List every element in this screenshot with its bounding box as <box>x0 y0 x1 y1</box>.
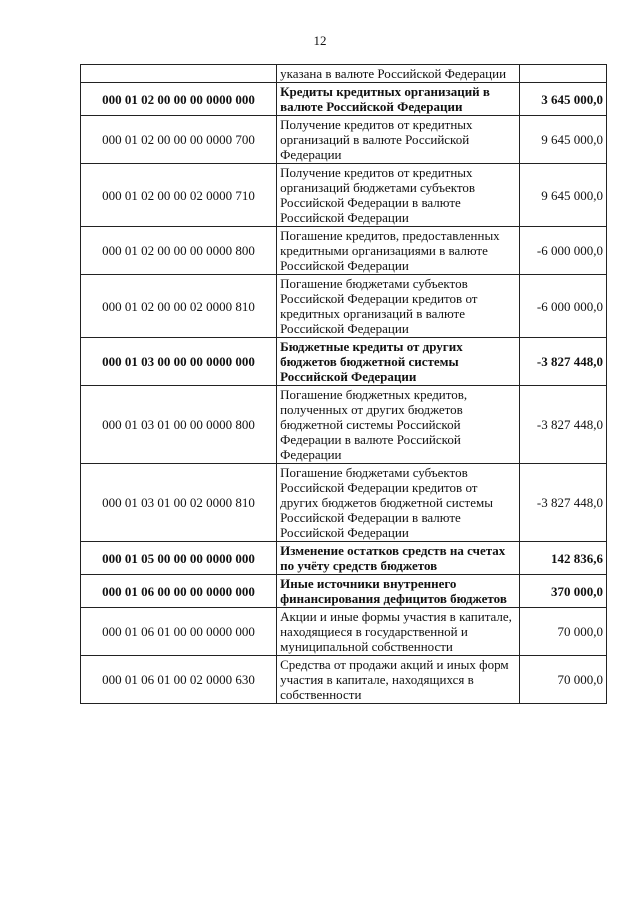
table-row <box>81 608 607 656</box>
row-name: Получение кредитов от кредитных организаций бюджетами субъектов Российской Федерации в валюте Российской Федерации <box>277 164 520 227</box>
row-amount: -6 000 000,0 <box>520 227 607 275</box>
table-row <box>81 542 607 575</box>
table-row <box>81 164 607 227</box>
row-amount: 9 645 000,0 <box>520 116 607 164</box>
row-name: Акции и иные формы участия в капитале, находящиеся в государственной и муниципальной собственности <box>277 608 520 656</box>
row-name: Погашение бюджетами субъектов Российской Федерации кредитов от других бюджетов бюджетной системы Российской Федерации в валюте Российской Федерации <box>277 464 520 542</box>
row-amount <box>520 65 607 83</box>
row-code: 000 01 02 00 00 02 0000 810 <box>81 275 277 338</box>
row-name: Изменение остатков средств на счетах по учёту средств бюджетов <box>277 542 520 575</box>
row-name: указана в валюте Российской Федерации <box>277 65 520 83</box>
row-code: 000 01 05 00 00 00 0000 000 <box>81 542 277 575</box>
budget-sources-table <box>80 64 607 704</box>
row-amount: 142 836,6 <box>520 542 607 575</box>
row-amount: 9 645 000,0 <box>520 164 607 227</box>
row-amount: -3 827 448,0 <box>520 464 607 542</box>
table-row <box>81 464 607 542</box>
row-name: Погашение кредитов, предоставленных кредитными организациями в валюте Российской Федерации <box>277 227 520 275</box>
row-name: Иные источники внутреннего финансирования дефицитов бюджетов <box>277 575 520 608</box>
row-amount: 70 000,0 <box>520 656 607 704</box>
table-row <box>81 575 607 608</box>
row-name: Бюджетные кредиты от других бюджетов бюджетной системы Российской Федерации <box>277 338 520 386</box>
row-name: Кредиты кредитных организаций в валюте Российской Федерации <box>277 83 520 116</box>
row-name: Погашение бюджетами субъектов Российской Федерации кредитов от кредитных организаций в валюте Российской Федерации <box>277 275 520 338</box>
table-row <box>81 275 607 338</box>
table-row <box>81 83 607 116</box>
table-row <box>81 116 607 164</box>
table-row <box>81 386 607 464</box>
row-code: 000 01 02 00 00 00 0000 800 <box>81 227 277 275</box>
row-code: 000 01 03 00 00 00 0000 000 <box>81 338 277 386</box>
row-amount: 370 000,0 <box>520 575 607 608</box>
row-amount: -3 827 448,0 <box>520 338 607 386</box>
row-name: Средства от продажи акций и иных форм участия в капитале, находящихся в собственности <box>277 656 520 704</box>
row-amount: 70 000,0 <box>520 608 607 656</box>
table-row <box>81 338 607 386</box>
row-amount: 3 645 000,0 <box>520 83 607 116</box>
row-code: 000 01 02 00 00 02 0000 710 <box>81 164 277 227</box>
row-code: 000 01 03 01 00 02 0000 810 <box>81 464 277 542</box>
table-row <box>81 656 607 704</box>
row-code: 000 01 06 00 00 00 0000 000 <box>81 575 277 608</box>
row-amount: -6 000 000,0 <box>520 275 607 338</box>
row-code: 000 01 06 01 00 00 0000 000 <box>81 608 277 656</box>
row-name: Погашение бюджетных кредитов, полученных от других бюджетов бюджетной системы Российской Федерации в валюте Российской Федерации <box>277 386 520 464</box>
row-code: 000 01 02 00 00 00 0000 700 <box>81 116 277 164</box>
row-code <box>81 65 277 83</box>
row-code: 000 01 06 01 00 02 0000 630 <box>81 656 277 704</box>
row-name: Получение кредитов от кредитных организаций в валюте Российской Федерации <box>277 116 520 164</box>
row-code: 000 01 03 01 00 00 0000 800 <box>81 386 277 464</box>
table-row <box>81 227 607 275</box>
row-amount: -3 827 448,0 <box>520 386 607 464</box>
table-row <box>81 65 607 83</box>
page-number: 12 <box>313 33 327 48</box>
row-code: 000 01 02 00 00 00 0000 000 <box>81 83 277 116</box>
